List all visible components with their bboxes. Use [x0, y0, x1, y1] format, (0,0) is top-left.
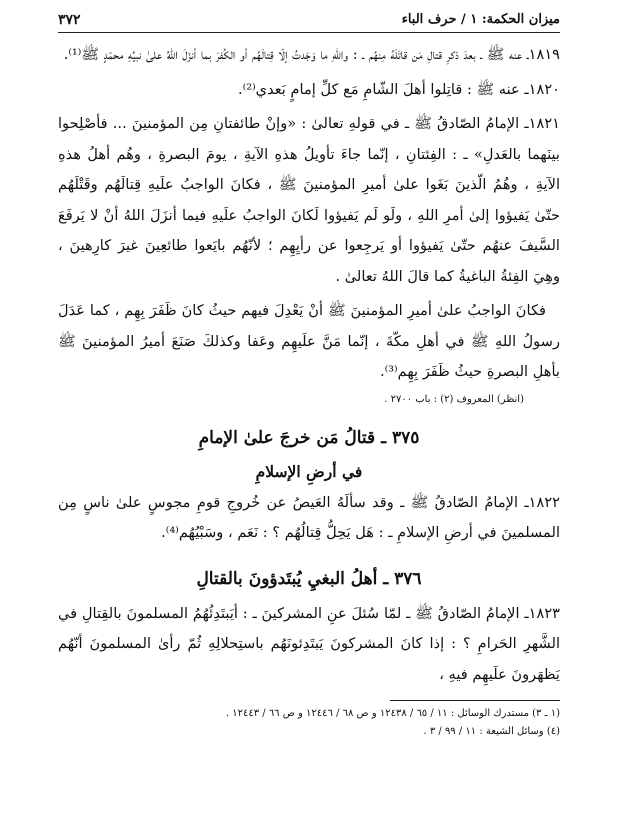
footnote-2: (٤) وسائل الشيعة : ١١ / ٩٩ / ٣ .: [423, 726, 560, 737]
section-375-subtitle: في أرضِ الإسلامِ: [255, 461, 363, 481]
footnote-rule: [390, 700, 560, 701]
header-rule: [58, 32, 560, 33]
page-body: [58, 40, 560, 741]
page-number: ٣٧٢: [58, 12, 81, 28]
hadith-1822: ١٨٢٢ـ الإمامُ الصّادقُ ﷺ ـ وقد سألَهُ العَيصُ عن خُروجِ قومِ مجوسٍ علىٰ ناسٍ مِن المسلمينَ في أرضِ الإسلامِ ـ : هَل يَحِلُّ قِتالُهُم ؟ : نَعَم ، وسَبْيُهُم⁽⁴⁾.: [58, 493, 560, 541]
running-title: ميزان الحكمة: ١ / حرف الباء: [401, 12, 560, 27]
hadith-1819: ١٨١٩ـ عنه ﷺ ـ بعدَ ذكرِ قتالِ مَن قاتَلَهُ مِنهُم ـ : واللهِ ما وَجَدتُ إلّا قِتالَهُم أو الكُفرَ بما أنزَلَ اللهُ علىٰ نبيِّهِ محمّدٍ ﷺ⁽¹⁾.: [63, 46, 560, 63]
section-375-title: ٣٧٥ ـ قتالُ مَن خرجَ علىٰ الإمامِ: [198, 427, 420, 448]
cross-reference: (انظر) المعروف (٢) : باب ٢٧٠٠ .: [384, 393, 524, 405]
hadith-1823: ١٨٢٣ـ الإمامُ الصّادقُ ﷺ ـ لمّا سُئلَ عنِ المشركينَ ـ : أيَبتَدِئُهُمُ المسلمونَ بالقِتالِ في الشَّهرِ الحَرامِ ؟ : إذا كانَ المشركونَ يَبتَدِئونَهُم باستِحلالِهِ ثُمّ رأىٰ المسلمونَ أنّهُم يَظهَرونَ علَيهِم فيهِ ،: [58, 604, 560, 683]
document-page: [58, 10, 560, 830]
hadith-1821: ١٨٢١ـ الإمامُ الصّادقُ ﷺ ـ في قولهِ تعالىٰ : «وإنْ طائفتانِ مِن المؤمنينَ ... فأصْلِحوا بينَهما بالعَدلِ» ـ : الفِئتانِ ، إنّما جاءَ تأويلُ هذهِ الآيةِ ، يومَ البصرةِ ، وهُم أهلُ هذهِ الآيةِ ، وهُمُ الّذينَ بَغَوا علىٰ أميرِ المؤمنينَ ﷺ ، فكانَ الواجبُ علَيهِ قِتالَهُم وقَتْلَهُم حتّىٰ يَفيؤوا إلىٰ أمرِ اللهِ ، ولَو لَم يَفيؤوا لَكانَ الواجبُ علَيهِ فيما أنزَلَ اللهُ أنْ لا يَرفَعَ السَّيفَ عنهُم حتّىٰ يَفيؤوا أو يَرجِعوا عن رأيِهِم ؛ لأنّهُم بايَعوا طائعِينَ غيرَ كارِهينَ ، وهِيَ الفِئةُ الباغيةُ كما قالَ اللهُ تعالىٰ .: [58, 115, 560, 285]
hadith-1821-continued: فكانَ الواجبُ علىٰ أميرِ المؤمنينَ ﷺ أنْ يَعْدِلَ فيهم حيثُ كانَ ظَفَرَ بِهِم ، كما عَدَلَ رسولُ اللهِ ﷺ في أهلِ مكّةَ ، إنّما مَنَّ علَيهِم وعَفا وكذلكَ صَنَعَ أميرُ المؤمنينَ ﷺ بأهلِ البصرةِ حيثُ ظَفَرَ بِهِم⁽³⁾.: [58, 302, 560, 380]
hadith-1820: ١٨٢٠ـ عنه ﷺ : قاتِلوا أهلَ الشّامِ مَع كلِّ إمامٍ بَعدي⁽²⁾.: [237, 80, 560, 98]
page-header: [58, 10, 560, 32]
section-376-title: ٣٧٦ ـ أهلُ البغيِ يُبتَدؤونَ بالقتالِ: [196, 568, 422, 589]
footnote-1: (١ ـ ٣) مستدرك الوسائل : ١١ / ٦٥ / ١٢٤٣٨ و ص ٦٨ / ١٢٤٤٦ و ص ٦٦ / ١٢٤٤٣ .: [225, 708, 560, 719]
